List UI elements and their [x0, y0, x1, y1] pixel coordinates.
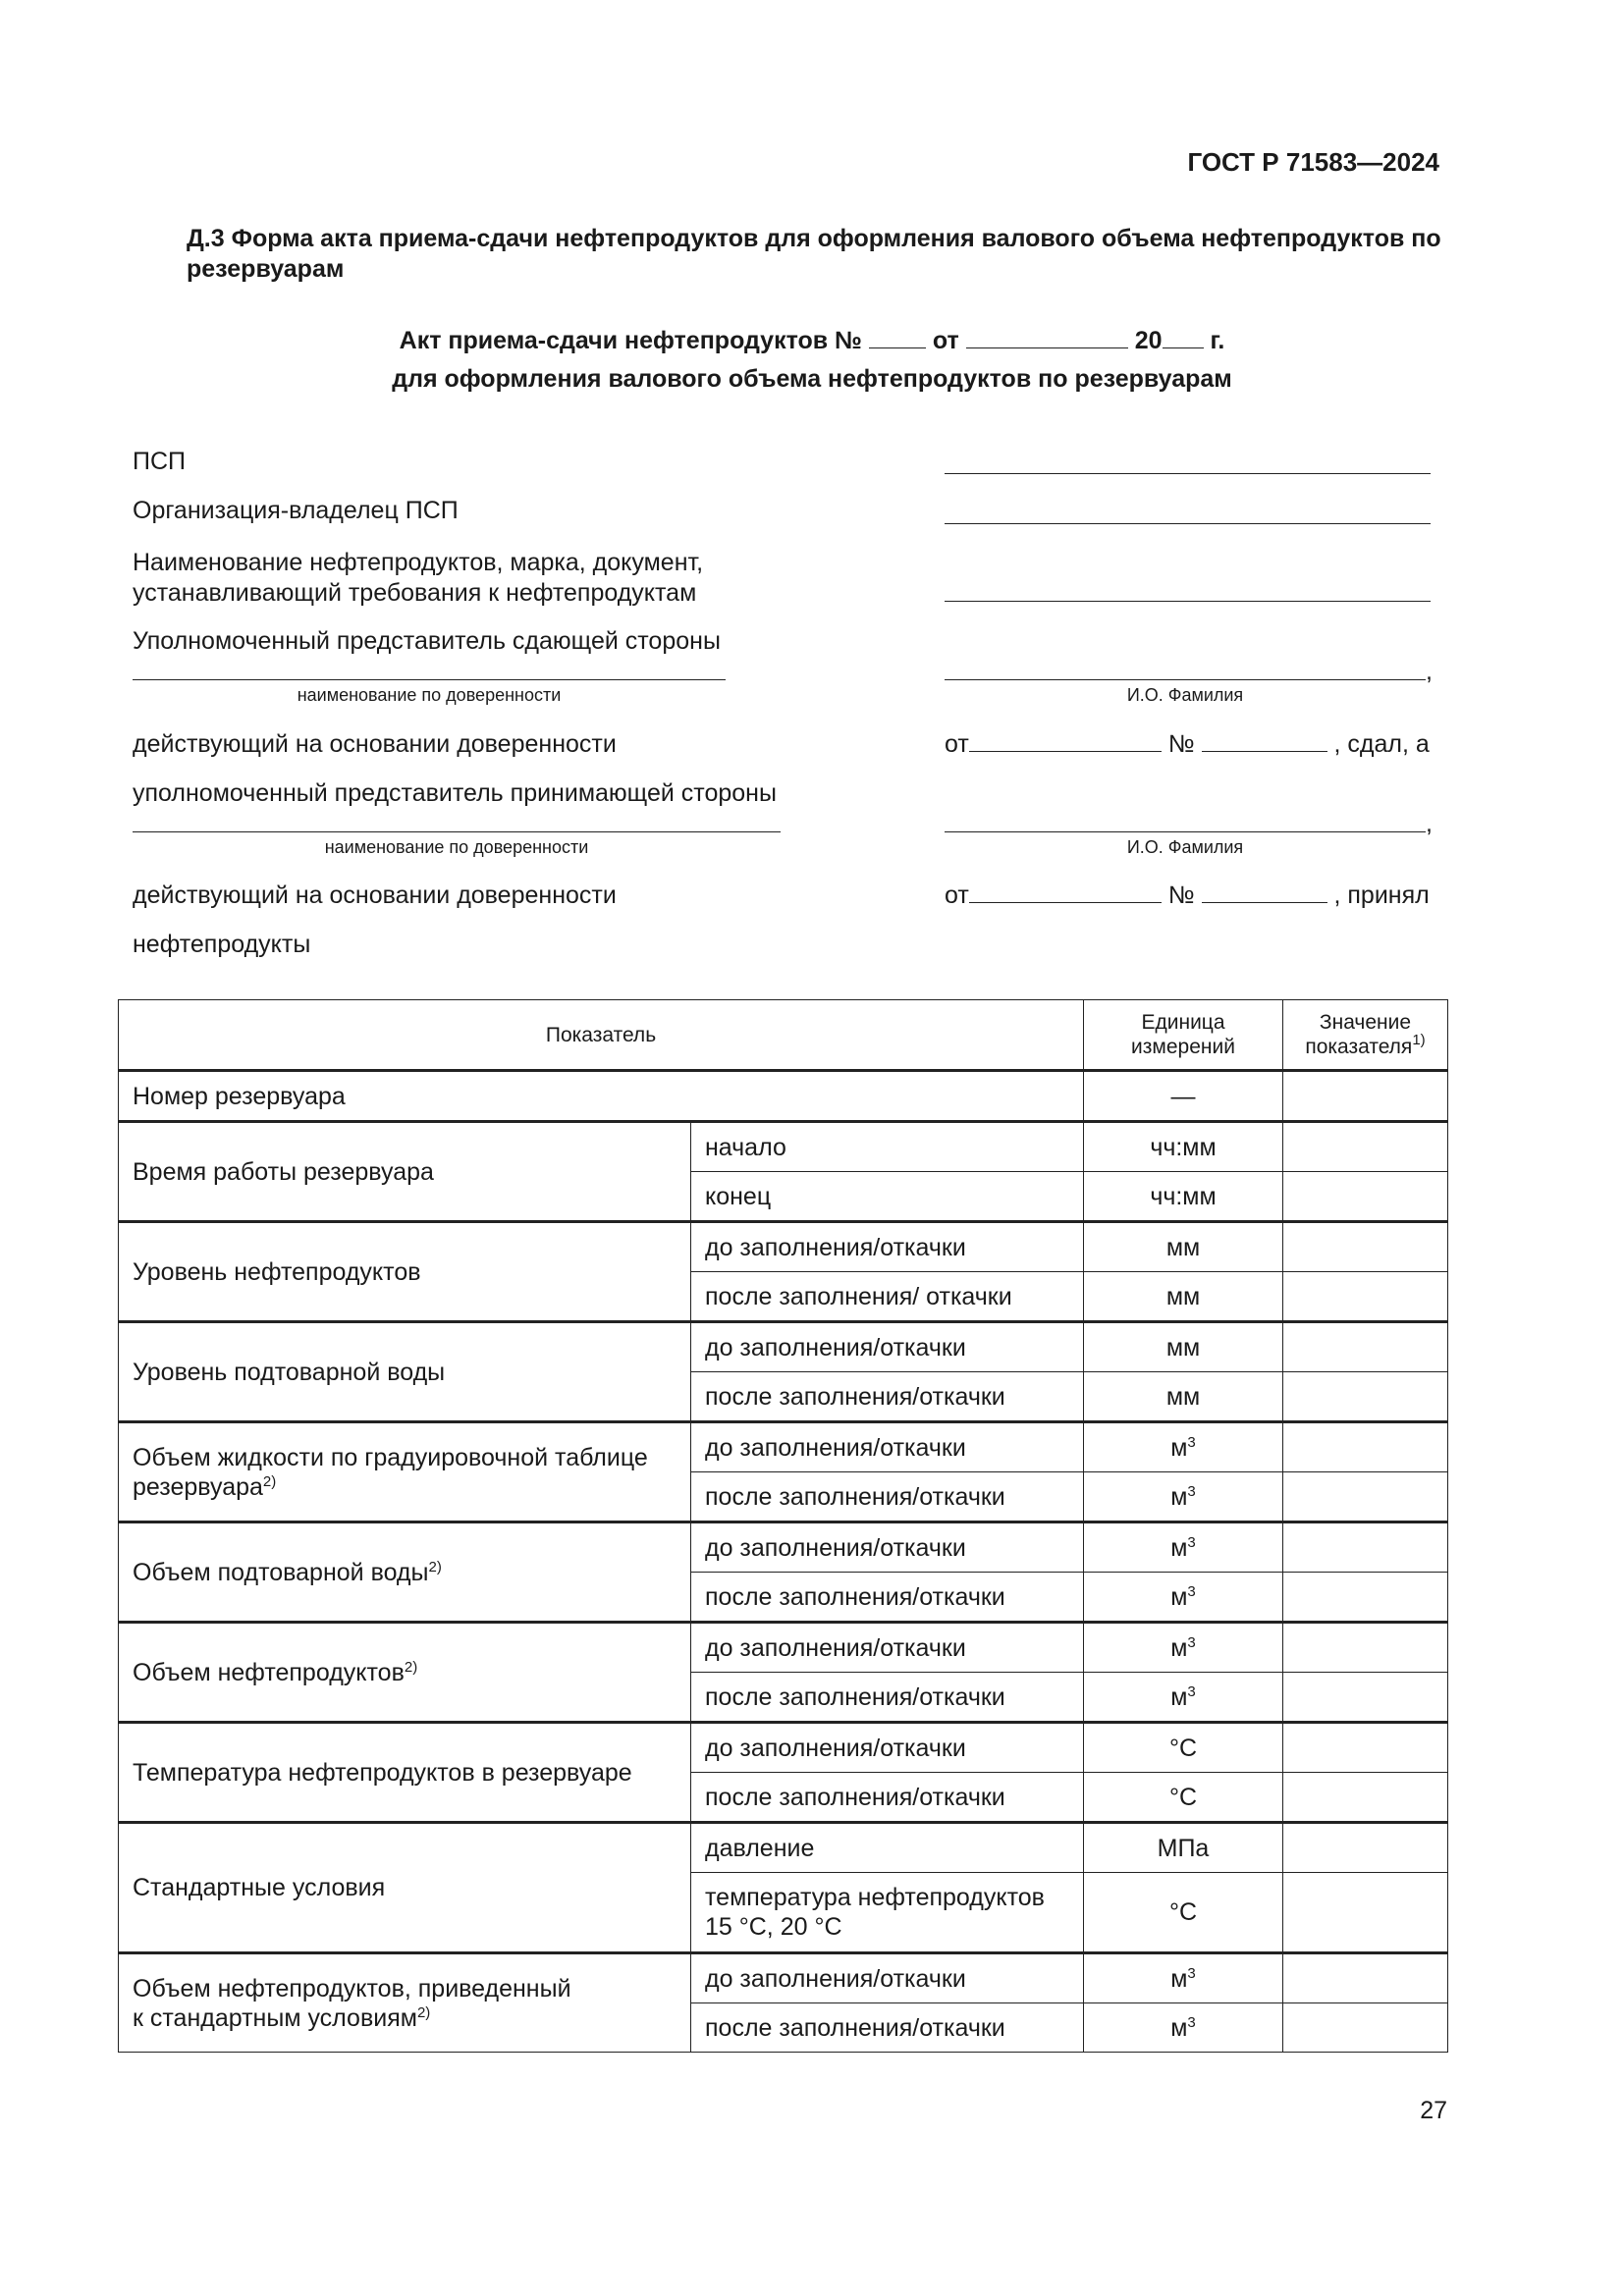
table-row	[119, 1222, 1448, 1272]
table-row	[119, 1623, 1448, 1673]
value-cell[interactable]	[1283, 1873, 1448, 1953]
sub-label-line2: 15 °С, 20 °С	[705, 1913, 842, 1941]
act-title-suffix: г.	[1210, 327, 1225, 354]
unit-cell: °С	[1084, 1723, 1283, 1773]
act-number-blank[interactable]	[869, 326, 926, 348]
unit-cell: мм	[1084, 1322, 1283, 1372]
sub-label: до заполнения/откачки	[691, 1953, 1084, 2003]
table-row	[119, 1953, 1448, 2003]
giving-proxy-caption: наименование по доверенности	[297, 685, 562, 705]
psp-field[interactable]	[945, 473, 1431, 474]
table-row	[119, 1122, 1448, 1172]
unit-cell: °С	[1084, 1773, 1283, 1823]
table-row	[119, 1522, 1448, 1573]
value-cell[interactable]	[1283, 1372, 1448, 1422]
header-unit-line2: измерений	[1131, 1036, 1235, 1058]
sub-label: до заполнения/откачки	[691, 1723, 1084, 1773]
header-unit	[1084, 1000, 1283, 1071]
unit-cell: чч:мм	[1084, 1172, 1283, 1222]
act-title-ot: от	[932, 327, 959, 354]
giving-acting-label: действующий на основании доверенности	[133, 730, 617, 758]
unit-cell: мм	[1084, 1372, 1283, 1422]
sub-label-line1: температура нефтепродуктов	[705, 1884, 1045, 1911]
giving-proxy-field[interactable]	[133, 679, 726, 680]
value-cell[interactable]	[1283, 1953, 1448, 2003]
act-subtitle: для оформления валового объема нефтепродуктов по резервуарам	[392, 365, 1232, 393]
sub-label: начало	[691, 1122, 1084, 1172]
table-row	[119, 1723, 1448, 1773]
receiving-proxy-number-field[interactable]	[1202, 881, 1327, 903]
value-cell[interactable]	[1283, 1272, 1448, 1322]
group-label: Объем нефтепродуктов$^{2)}$	[119, 1623, 691, 1723]
value-cell[interactable]	[1283, 1522, 1448, 1573]
value-cell[interactable]	[1283, 1222, 1448, 1272]
value-cell[interactable]	[1283, 1723, 1448, 1773]
unit-cell: чч:мм	[1084, 1122, 1283, 1172]
footnote-mark: 2)	[428, 1558, 442, 1575]
group-label-line2: к стандартным условиям	[133, 2003, 417, 2032]
receiving-acting-label: действующий на основании доверенности	[133, 881, 617, 909]
giving-name-field[interactable]	[945, 679, 1426, 680]
act-year-blank[interactable]	[1163, 326, 1204, 348]
table-row	[119, 1823, 1448, 1873]
product-field[interactable]	[945, 601, 1431, 602]
receiving-proxy-date-field[interactable]	[969, 881, 1162, 903]
sub-label: после заполнения/откачки	[691, 1472, 1084, 1522]
product-label-line1: Наименование нефтепродуктов, марка, документ,	[133, 549, 704, 576]
gave-label: , сдал, а	[1333, 730, 1430, 758]
header-unit-line1: Единица	[1141, 1011, 1225, 1034]
act-title	[0, 326, 1624, 355]
table-row	[119, 1422, 1448, 1472]
product-label-line2: устанавливающий требования к нефтепродуктам	[133, 579, 697, 607]
group-label: Уровень нефтепродуктов	[119, 1222, 691, 1322]
sub-label: до заполнения/откачки	[691, 1322, 1084, 1372]
table-header-row	[119, 1000, 1448, 1071]
unit-cell: —	[1084, 1071, 1283, 1122]
act-date-blank[interactable]	[966, 326, 1128, 348]
tank-number-label: Номер резервуара	[119, 1071, 1084, 1122]
sub-label: после заполнения/откачки	[691, 1573, 1084, 1623]
sub-label: до заполнения/откачки	[691, 1623, 1084, 1673]
receiving-ot-label: от	[945, 881, 969, 909]
value-cell[interactable]	[1283, 1322, 1448, 1372]
header-value-line2: показателя	[1305, 1036, 1413, 1058]
group-label: Стандартные условия	[119, 1823, 691, 1953]
product-label	[133, 548, 703, 609]
page-number: 27	[1420, 2097, 1447, 2124]
value-cell[interactable]	[1283, 1623, 1448, 1673]
header-value	[1283, 1000, 1448, 1071]
value-cell[interactable]	[1283, 1573, 1448, 1623]
header-indicator: Показатель	[119, 1000, 1084, 1071]
sub-label: после заполнения/откачки	[691, 1773, 1084, 1823]
sub-label: после заполнения/откачки	[691, 1673, 1084, 1723]
unit-cell: $м^3$	[1084, 1422, 1283, 1472]
sub-label	[691, 1873, 1084, 1953]
group-label	[119, 1953, 691, 2053]
value-cell[interactable]	[1283, 1472, 1448, 1522]
section-title: Д.3 Форма акта приема-сдачи нефтепродуктов для оформления валового объема нефтепродуктов по резервуарам	[187, 225, 1441, 283]
group-label: Время работы резервуара	[119, 1122, 691, 1222]
group-label-line2: резервуара	[133, 1472, 263, 1501]
unit-cell: $м^3$	[1084, 1673, 1283, 1723]
receiving-comma: ,	[1426, 810, 1433, 837]
unit-cell: $м^3$	[1084, 1573, 1283, 1623]
group-label: Уровень подтоварной воды	[119, 1322, 691, 1422]
footnote-mark: 2)	[262, 1472, 277, 1490]
receiving-proxy-field[interactable]	[133, 831, 781, 832]
act-title-prefix: Акт приема-сдачи нефтепродуктов №	[399, 327, 862, 354]
footnote-mark: 2)	[404, 1658, 418, 1676]
group-label: Температура нефтепродуктов в резервуаре	[119, 1723, 691, 1823]
sub-label: после заполнения/ откачки	[691, 1272, 1084, 1322]
unit-cell: $м^3$	[1084, 1953, 1283, 2003]
unit-cell: $м^3$	[1084, 1472, 1283, 1522]
receiving-name-field[interactable]	[945, 831, 1426, 832]
sub-label: до заполнения/откачки	[691, 1522, 1084, 1573]
unit-cell: $м^3$	[1084, 1623, 1283, 1673]
indicators-table	[118, 999, 1448, 2053]
sub-label: конец	[691, 1172, 1084, 1222]
giving-name-caption: И.О. Фамилия	[1126, 685, 1244, 705]
giving-proxy-number-field[interactable]	[1202, 729, 1327, 752]
footnote-mark: 2)	[416, 2003, 431, 2021]
receiving-proxy-caption: наименование по доверенности	[324, 837, 589, 857]
unit-cell: $м^3$	[1084, 2003, 1283, 2053]
owner-field[interactable]	[945, 523, 1431, 524]
group-label-line1: Объем нефтепродуктов, приведенный	[133, 1974, 571, 2002]
value-cell[interactable]	[1283, 1673, 1448, 1723]
group-label: Объем подтоварной воды$^{2)}$	[119, 1522, 691, 1623]
act-title-year: 20	[1134, 327, 1163, 354]
unit-cell: мм	[1084, 1222, 1283, 1272]
sub-label: до заполнения/откачки	[691, 1422, 1084, 1472]
giving-no-label: №	[1167, 730, 1195, 758]
receiving-name-caption: И.О. Фамилия	[1126, 837, 1244, 857]
psp-label: ПСП	[133, 448, 186, 475]
header-value-note: 1)	[1412, 1032, 1426, 1048]
header-value-line1: Значение	[1319, 1011, 1412, 1034]
receiving-no-label: №	[1167, 881, 1195, 909]
document-code: ГОСТ Р 71583—2024	[1187, 147, 1439, 177]
unit-cell: мм	[1084, 1272, 1283, 1322]
giving-proxy-ref	[945, 729, 1430, 759]
unit-cell: °С	[1084, 1873, 1283, 1953]
products-label: нефтепродукты	[133, 931, 311, 958]
unit-cell: МПа	[1084, 1823, 1283, 1873]
value-cell[interactable]	[1283, 1071, 1448, 1122]
table-row	[119, 1322, 1448, 1372]
rep-receiving-label: уполномоченный представитель принимающей стороны	[133, 779, 777, 807]
table-row	[119, 1071, 1448, 1122]
value-cell[interactable]	[1283, 1422, 1448, 1472]
value-cell[interactable]	[1283, 1122, 1448, 1172]
received-label: , принял	[1333, 881, 1430, 909]
sub-label: до заполнения/откачки	[691, 1222, 1084, 1272]
group-label	[119, 1422, 691, 1522]
sub-label: после заполнения/откачки	[691, 2003, 1084, 2053]
owner-label: Организация-владелец ПСП	[133, 497, 459, 524]
value-cell[interactable]	[1283, 1823, 1448, 1873]
value-cell[interactable]	[1283, 2003, 1448, 2053]
value-cell[interactable]	[1283, 1172, 1448, 1222]
value-cell[interactable]	[1283, 1773, 1448, 1823]
giving-comma: ,	[1426, 658, 1433, 685]
group-label-line1: Объем жидкости по градуировочной таблице	[133, 1443, 648, 1471]
unit-cell: $м^3$	[1084, 1522, 1283, 1573]
giving-ot-label: от	[945, 730, 969, 758]
giving-proxy-date-field[interactable]	[969, 729, 1162, 752]
sub-label: давление	[691, 1823, 1084, 1873]
rep-giving-label: Уполномоченный представитель сдающей стороны	[133, 627, 721, 655]
receiving-proxy-ref	[945, 881, 1430, 910]
sub-label: после заполнения/откачки	[691, 1372, 1084, 1422]
